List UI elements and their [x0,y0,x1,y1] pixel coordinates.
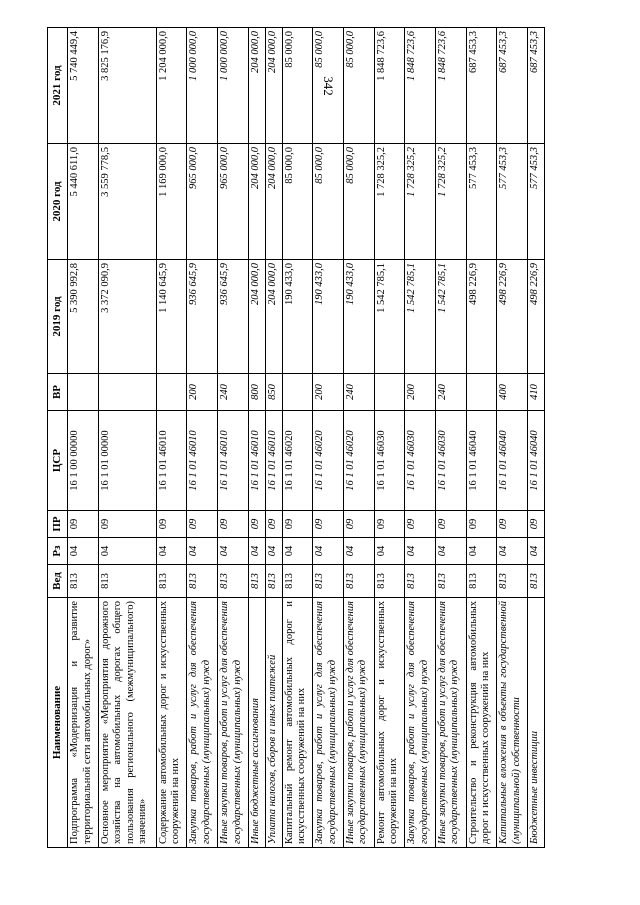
cell-name: Капитальные вложения в объекты государственной (муниципальной) собственности [497,598,528,848]
cell-vr [466,374,497,411]
cell-name: Подпрограмма «Модернизация и развитие территориальной сети автомобильных дорог» [68,598,99,848]
cell-vr: 240 [218,374,249,411]
cell-rz: 04 [527,538,544,565]
cell-2019: 3 372 090,9 [98,260,156,374]
cell-csr: 16 1 01 46020 [282,411,313,511]
cell-csr: 16 1 01 46010 [218,411,249,511]
cell-vr: 800 [248,374,265,411]
cell-2019: 936 645,9 [187,260,218,374]
cell-pr: 09 [187,511,218,538]
cell-csr: 16 1 01 46030 [374,411,405,511]
cell-csr: 16 1 01 46010 [265,411,282,511]
table-row [435,28,466,848]
cell-2021: 5 740 449,4 [68,28,99,144]
cell-rz: 04 [343,538,374,565]
cell-ved: 813 [466,565,497,598]
cell-csr: 16 1 01 46010 [156,411,187,511]
cell-ved: 813 [282,565,313,598]
cell-2020: 85 000,0 [343,144,374,260]
cell-vr: 200 [187,374,218,411]
col-header-ved: Вед [48,565,68,598]
cell-2019: 1 542 785,1 [435,260,466,374]
cell-rz: 04 [374,538,405,565]
cell-vr: 200 [313,374,344,411]
table-row [282,28,313,848]
cell-csr: 16 1 01 00000 [98,411,156,511]
cell-2020: 204 000,0 [265,144,282,260]
cell-rz: 04 [405,538,436,565]
cell-pr: 09 [435,511,466,538]
table-row [98,28,156,848]
cell-2021: 85 000,0 [282,28,313,144]
cell-2019: 1 542 785,1 [405,260,436,374]
cell-2020: 3 559 778,5 [98,144,156,260]
cell-2021: 3 825 176,9 [98,28,156,144]
cell-2019: 936 645,9 [218,260,249,374]
budget-table-wrapper [47,28,545,848]
cell-rz: 04 [265,538,282,565]
cell-2021: 1 000 000,0 [187,28,218,144]
table-row [527,28,544,848]
cell-pr: 09 [282,511,313,538]
cell-rz: 04 [248,538,265,565]
cell-2019: 190 433,0 [343,260,374,374]
cell-name: Иные закупки товаров, работ и услуг для обеспечения государственных (муниципальных) нужд [218,598,249,848]
table-body [68,28,545,848]
cell-2020: 1 728 325,2 [374,144,405,260]
cell-pr: 09 [156,511,187,538]
cell-rz: 04 [187,538,218,565]
cell-rz: 04 [218,538,249,565]
cell-2021: 687 453,3 [527,28,544,144]
cell-csr: 16 1 01 46030 [405,411,436,511]
cell-vr [98,374,156,411]
cell-pr: 09 [343,511,374,538]
cell-pr: 09 [248,511,265,538]
cell-csr: 16 1 01 46040 [497,411,528,511]
cell-name: Ремонт автомобильных дорог и искусственных сооружений на них [374,598,405,848]
cell-2019: 498 226,9 [527,260,544,374]
cell-rz: 04 [466,538,497,565]
cell-2021: 1 848 723,6 [435,28,466,144]
cell-ved: 813 [68,565,99,598]
cell-name: Иные закупки товаров, работ и услуг для обеспечения государственных (муниципальных) нужд [435,598,466,848]
cell-2021: 687 453,3 [466,28,497,144]
cell-2020: 577 453,3 [466,144,497,260]
cell-csr: 16 1 01 46030 [435,411,466,511]
cell-pr: 09 [313,511,344,538]
cell-2021: 1 000 000,0 [218,28,249,144]
cell-name: Закупка товаров, работ и услуг для обеспечения государственных (муниципальных) нужд [313,598,344,848]
table-row [156,28,187,848]
cell-2020: 965 000,0 [187,144,218,260]
cell-pr: 09 [98,511,156,538]
cell-name: Закупка товаров, работ и услуг для обеспечения государственных (муниципальных) нужд [187,598,218,848]
cell-rz: 04 [282,538,313,565]
cell-vr [156,374,187,411]
cell-rz: 04 [497,538,528,565]
col-header-2021: 2021 год [48,28,68,144]
cell-2019: 498 226,9 [497,260,528,374]
cell-ved: 813 [527,565,544,598]
cell-ved: 813 [248,565,265,598]
cell-2020: 85 000,0 [282,144,313,260]
cell-csr: 16 1 01 46010 [248,411,265,511]
cell-2019: 190 433,0 [313,260,344,374]
table-row [343,28,374,848]
cell-name: Уплата налогов, сборов и иных платежей [265,598,282,848]
table-row [248,28,265,848]
cell-rz: 04 [313,538,344,565]
cell-vr: 240 [343,374,374,411]
cell-vr [68,374,99,411]
cell-csr: 16 1 01 46020 [343,411,374,511]
cell-2019: 204 000,0 [265,260,282,374]
cell-pr: 09 [374,511,405,538]
cell-pr: 09 [68,511,99,538]
cell-vr [374,374,405,411]
table-row [374,28,405,848]
cell-vr: 200 [405,374,436,411]
cell-2019: 190 433,0 [282,260,313,374]
table-row [187,28,218,848]
cell-2020: 1 728 325,2 [435,144,466,260]
cell-2020: 85 000,0 [313,144,344,260]
cell-ved: 813 [343,565,374,598]
cell-2021: 204 000,0 [248,28,265,144]
col-header-vr: ВР [48,374,68,411]
cell-pr: 09 [527,511,544,538]
cell-2021: 687 453,3 [497,28,528,144]
table-row [405,28,436,848]
table-row [68,28,99,848]
col-header-csr: ЦСР [48,411,68,511]
cell-2019: 204 000,0 [248,260,265,374]
cell-2021: 204 000,0 [265,28,282,144]
col-header-rz: Рз [48,538,68,565]
cell-name: Бюджетные инвестиции [527,598,544,848]
col-header-name: Наименование [48,598,68,848]
cell-ved: 813 [374,565,405,598]
cell-2020: 965 000,0 [218,144,249,260]
cell-name: Иные закупки товаров, работ и услуг для обеспечения государственных (муниципальных) нужд [343,598,374,848]
cell-rz: 04 [98,538,156,565]
col-header-2019: 2019 год [48,260,68,374]
cell-ved: 813 [156,565,187,598]
cell-2019: 1 140 645,9 [156,260,187,374]
cell-ved: 813 [497,565,528,598]
cell-rz: 04 [435,538,466,565]
cell-pr: 09 [218,511,249,538]
cell-2021: 85 000,0 [343,28,374,144]
cell-ved: 813 [313,565,344,598]
cell-2020: 577 453,3 [527,144,544,260]
table-row [218,28,249,848]
cell-name: Основное мероприятие «Мероприятия дорожного хозяйства на автомобильных дорогах общего пользования регионального (межмуниципального) значения» [98,598,156,848]
table-row [313,28,344,848]
table-row [497,28,528,848]
cell-rz: 04 [68,538,99,565]
cell-name: Закупка товаров, работ и услуг для обеспечения государственных (муниципальных) нужд [405,598,436,848]
col-header-2020: 2020 год [48,144,68,260]
budget-table [47,27,545,848]
cell-2019: 5 390 992,8 [68,260,99,374]
cell-pr: 09 [405,511,436,538]
col-header-pr: ПР [48,511,68,538]
cell-rz: 04 [156,538,187,565]
cell-csr: 16 1 00 00000 [68,411,99,511]
cell-name: Иные бюджетные ассигнования [248,598,265,848]
cell-pr: 09 [497,511,528,538]
cell-csr: 16 1 01 46010 [187,411,218,511]
cell-vr: 850 [265,374,282,411]
cell-2019: 498 226,9 [466,260,497,374]
cell-csr: 16 1 01 46020 [313,411,344,511]
table-header-row [48,28,68,848]
table-row [466,28,497,848]
cell-2020: 5 440 611,0 [68,144,99,260]
cell-ved: 813 [98,565,156,598]
cell-vr: 240 [435,374,466,411]
cell-2021: 1 204 000,0 [156,28,187,144]
table-row [265,28,282,848]
cell-pr: 09 [466,511,497,538]
cell-pr: 09 [265,511,282,538]
cell-name: Содержание автомобильных дорог и искусственных сооружений на них [156,598,187,848]
cell-csr: 16 1 01 46040 [527,411,544,511]
cell-2020: 577 453,3 [497,144,528,260]
cell-csr: 16 1 01 46040 [466,411,497,511]
cell-2021: 1 848 723,6 [405,28,436,144]
page-number: 342 [321,76,336,96]
cell-2020: 204 000,0 [248,144,265,260]
cell-name: Строительство и реконструкция автомобильных дорог и искусственных сооружений на них [466,598,497,848]
cell-ved: 813 [218,565,249,598]
cell-2019: 1 542 785,1 [374,260,405,374]
cell-ved: 813 [187,565,218,598]
cell-vr: 400 [497,374,528,411]
cell-2020: 1 728 325,2 [405,144,436,260]
cell-ved: 813 [435,565,466,598]
cell-vr [282,374,313,411]
cell-2020: 1 169 000,0 [156,144,187,260]
cell-2021: 85 000,0 [313,28,344,144]
cell-vr: 410 [527,374,544,411]
cell-name: Капитальный ремонт автомобильных дорог и искусственных сооружений на них [282,598,313,848]
cell-2021: 1 848 723,6 [374,28,405,144]
cell-ved: 813 [405,565,436,598]
cell-ved: 813 [265,565,282,598]
